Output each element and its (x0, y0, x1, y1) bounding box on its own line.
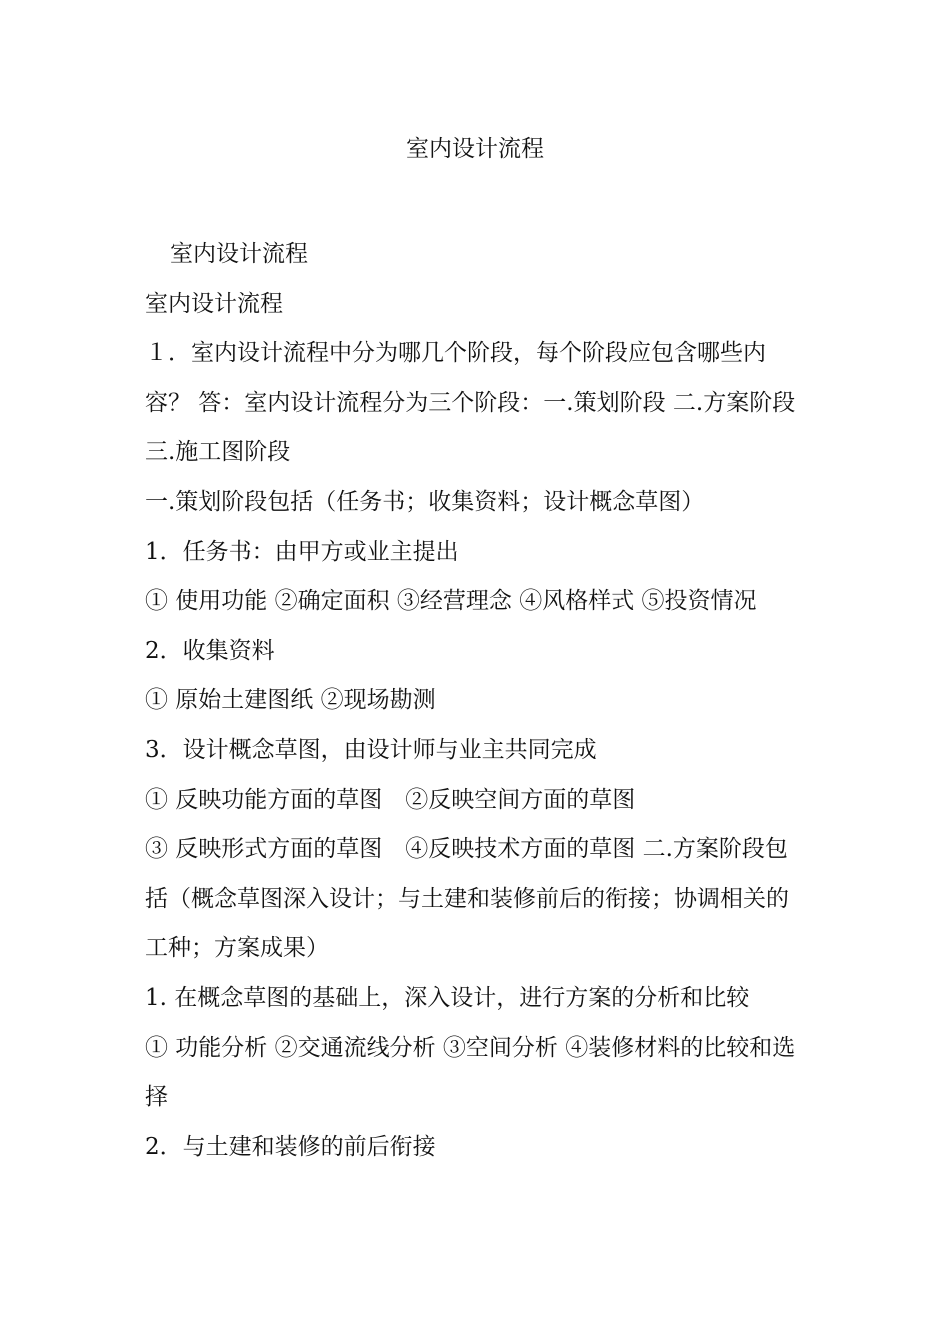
document-body (145, 230, 810, 1172)
heading-paragraph: 室内设计流程 (145, 290, 283, 317)
stage-one-heading: 一.策划阶段包括（任务书；收集资料；设计概念草图） (145, 488, 705, 515)
task-book-details: ① 使用功能 ②确定面积 ③经营理念 ④风格样式 ⑤投资情况 (145, 588, 757, 615)
task-book-item: 1．任务书：由甲方或业主提出 (145, 538, 459, 565)
deepen-design-item: 1. 在概念草图的基础上，深入设计，进行方案的分析和比较 (145, 984, 750, 1011)
collect-data-item: 2．收集资料 (145, 637, 275, 664)
deepen-design-details: ① 功能分析 ②交通流线分析 ③空间分析 ④装修材料的比较和选择 (145, 1034, 796, 1111)
concept-sketch-details-a: ① 反映功能方面的草图 ②反映空间方面的草图 (145, 786, 636, 813)
document-title: 室内设计流程 (406, 136, 544, 162)
concept-sketch-details-b: ③ 反映形式方面的草图 ④反映技术方面的草图 二.方案阶段包括（概念草图深入设计；与土建和装修前后的衔接；协调相关的工种；方案成果） (145, 836, 789, 962)
collect-data-details: ① 原始土建图纸 ②现场勘测 (145, 687, 436, 714)
subtitle-paragraph: 室内设计流程 (170, 241, 308, 267)
concept-sketch-item: 3．设计概念草图，由设计师与业主共同完成 (145, 736, 597, 763)
connection-item: 2．与土建和装修的前后衔接 (145, 1133, 436, 1160)
question-paragraph: １．室内设计流程中分为哪几个阶段，每个阶段应包含哪些内容？ 答：室内设计流程分为三个阶段：一.策划阶段 二.方案阶段三.施工图阶段 (145, 340, 796, 466)
